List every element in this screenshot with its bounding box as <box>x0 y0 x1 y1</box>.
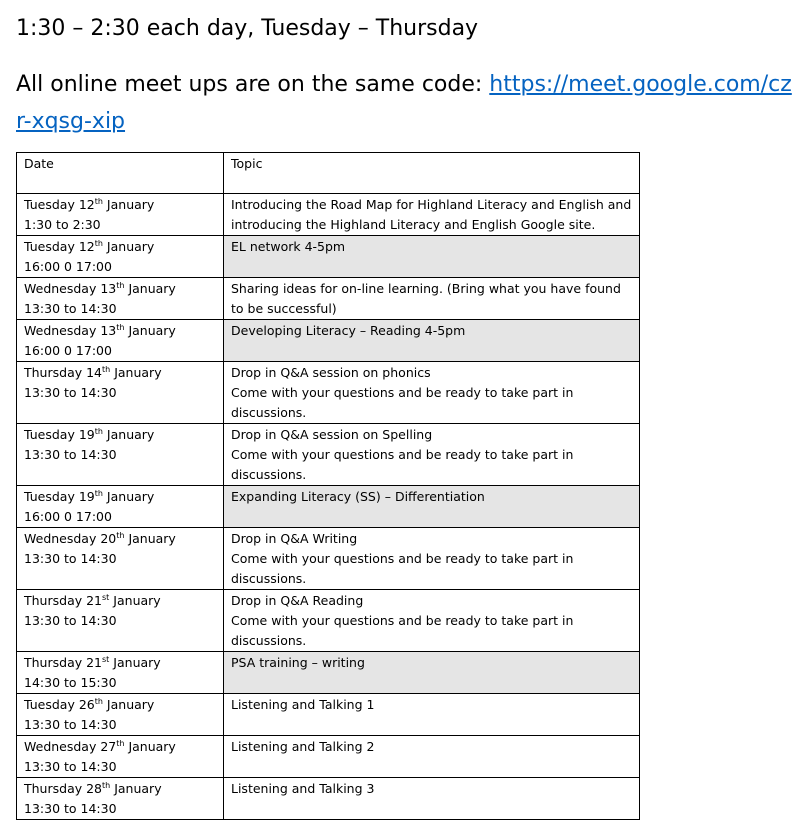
topic-cell <box>224 778 640 820</box>
topic-text: Drop in Q&A session on phonics <box>231 365 431 380</box>
topic-text: Listening and Talking 3 <box>231 781 375 796</box>
table-row <box>17 424 640 486</box>
topic-cell <box>224 736 640 778</box>
topic-cell <box>224 320 640 362</box>
table-row <box>17 320 640 362</box>
table-row <box>17 652 640 694</box>
date-cell <box>17 778 224 820</box>
date-day: Wednesday 13 <box>24 323 117 338</box>
topic-text: Sharing ideas for on-line learning. (Bring what you have found to be successful) <box>231 281 621 316</box>
date-ordinal-suffix: st <box>102 593 110 602</box>
date-line <box>24 363 216 383</box>
table-row <box>17 694 640 736</box>
date-line <box>24 737 216 757</box>
date-day: Tuesday 26 <box>24 697 95 712</box>
date-line <box>24 695 216 715</box>
date-month: January <box>110 365 162 380</box>
date-ordinal-suffix: th <box>116 739 125 748</box>
time-line: 13:30 to 14:30 <box>24 551 117 566</box>
time-line: 13:30 to 14:30 <box>24 717 117 732</box>
header-topic: Topic <box>224 153 640 194</box>
topic-cell <box>224 278 640 320</box>
schedule-time-line: 1:30 – 2:30 each day, Tuesday – Thursday <box>16 16 479 41</box>
date-day: Thursday 21 <box>24 593 103 608</box>
time-line: 13:30 to 14:30 <box>24 801 117 816</box>
time-line: 13:30 to 14:30 <box>24 613 117 628</box>
date-month: January <box>102 239 155 254</box>
date-month: January <box>109 655 161 670</box>
topic-text: Drop in Q&A session on Spelling <box>231 427 433 442</box>
date-cell <box>17 278 224 320</box>
date-line <box>24 425 216 445</box>
date-line <box>24 237 216 257</box>
time-line: 16:00 0 17:00 <box>24 343 112 358</box>
topic-text: Drop in Q&A Writing <box>231 531 358 546</box>
date-cell <box>17 590 224 652</box>
date-month: January <box>102 697 155 712</box>
topic-text: Listening and Talking 1 <box>231 697 375 712</box>
date-line <box>24 653 216 673</box>
time-line: 13:30 to 14:30 <box>24 759 117 774</box>
date-line <box>24 279 216 299</box>
time-line: 13:30 to 14:30 <box>24 301 117 316</box>
date-day: Tuesday 12 <box>24 239 95 254</box>
date-cell <box>17 736 224 778</box>
date-ordinal-suffix: st <box>102 655 110 664</box>
table-row <box>17 778 640 820</box>
date-month: January <box>102 427 155 442</box>
date-line <box>24 529 216 549</box>
topic-text: PSA training – writing <box>231 655 365 670</box>
date-ordinal-suffix: th <box>102 781 111 790</box>
date-month: January <box>124 281 176 296</box>
date-ordinal-suffix: th <box>94 489 103 498</box>
date-cell <box>17 362 224 424</box>
topic-cell <box>224 362 640 424</box>
date-ordinal-suffix: th <box>116 531 125 540</box>
table-row <box>17 528 640 590</box>
date-line <box>24 779 216 799</box>
date-cell <box>17 694 224 736</box>
topic-cell <box>224 194 640 236</box>
date-day: Tuesday 19 <box>24 427 95 442</box>
date-ordinal-suffix: th <box>116 281 125 290</box>
topic-text: Listening and Talking 2 <box>231 739 375 754</box>
date-day: Wednesday 20 <box>24 531 117 546</box>
topic-cell <box>224 528 640 590</box>
topic-text: Come with your questions and be ready to take part in discussions. <box>231 447 574 482</box>
date-day: Thursday 28 <box>24 781 103 796</box>
schedule-table-body <box>17 153 640 820</box>
topic-cell <box>224 236 640 278</box>
date-month: January <box>109 593 161 608</box>
date-month: January <box>124 323 176 338</box>
topic-text: Drop in Q&A Reading <box>231 593 364 608</box>
table-row <box>17 362 640 424</box>
meet-code-link[interactable]: https://meet.google.com/czr-xqsg-xip <box>16 72 792 134</box>
header-date: Date <box>17 153 224 194</box>
time-line: 13:30 to 14:30 <box>24 447 117 462</box>
date-month: January <box>102 489 155 504</box>
table-row <box>17 278 640 320</box>
date-day: Tuesday 12 <box>24 197 95 212</box>
header-row <box>17 153 640 194</box>
table-row <box>17 736 640 778</box>
date-ordinal-suffix: th <box>94 197 103 206</box>
date-line <box>24 321 216 341</box>
time-line: 14:30 to 15:30 <box>24 675 117 690</box>
time-line: 1:30 to 2:30 <box>24 217 101 232</box>
topic-cell <box>224 590 640 652</box>
meet-code-paragraph <box>16 66 796 140</box>
date-cell <box>17 528 224 590</box>
date-cell <box>17 652 224 694</box>
time-line: 16:00 0 17:00 <box>24 259 112 274</box>
date-ordinal-suffix: th <box>116 323 125 332</box>
date-ordinal-suffix: th <box>94 427 103 436</box>
table-row <box>17 236 640 278</box>
topic-text: Come with your questions and be ready to take part in discussions. <box>231 613 574 648</box>
topic-cell <box>224 424 640 486</box>
date-month: January <box>124 531 176 546</box>
date-month: January <box>124 739 176 754</box>
date-cell <box>17 486 224 528</box>
topic-text: Introducing the Road Map for Highland Literacy and English and introducing the Highland Literacy and English Google site. <box>231 197 632 232</box>
time-line: 16:00 0 17:00 <box>24 509 112 524</box>
date-day: Tuesday 19 <box>24 489 95 504</box>
table-row <box>17 194 640 236</box>
date-month: January <box>102 197 155 212</box>
date-day: Wednesday 13 <box>24 281 117 296</box>
topic-text: Come with your questions and be ready to take part in discussions. <box>231 385 574 420</box>
date-day: Wednesday 27 <box>24 739 117 754</box>
date-ordinal-suffix: th <box>94 697 103 706</box>
date-line <box>24 591 216 611</box>
date-month: January <box>110 781 162 796</box>
topic-cell <box>224 694 640 736</box>
topic-cell <box>224 652 640 694</box>
date-cell <box>17 424 224 486</box>
date-day: Thursday 14 <box>24 365 103 380</box>
date-ordinal-suffix: th <box>102 365 111 374</box>
topic-text: Developing Literacy – Reading 4-5pm <box>231 323 466 338</box>
date-cell <box>17 320 224 362</box>
topic-text: EL network 4-5pm <box>231 239 346 254</box>
date-ordinal-suffix: th <box>94 239 103 248</box>
date-line <box>24 195 216 215</box>
topic-cell <box>224 486 640 528</box>
table-row <box>17 590 640 652</box>
topic-text: Come with your questions and be ready to take part in discussions. <box>231 551 574 586</box>
time-line: 13:30 to 14:30 <box>24 385 117 400</box>
topic-text: Expanding Literacy (SS) – Differentiation <box>231 489 485 504</box>
table-row <box>17 486 640 528</box>
schedule-table <box>16 152 640 820</box>
date-line <box>24 487 216 507</box>
date-day: Thursday 21 <box>24 655 103 670</box>
date-cell <box>17 236 224 278</box>
meet-code-prefix: All online meet ups are on the same code: <box>16 72 490 97</box>
date-cell <box>17 194 224 236</box>
